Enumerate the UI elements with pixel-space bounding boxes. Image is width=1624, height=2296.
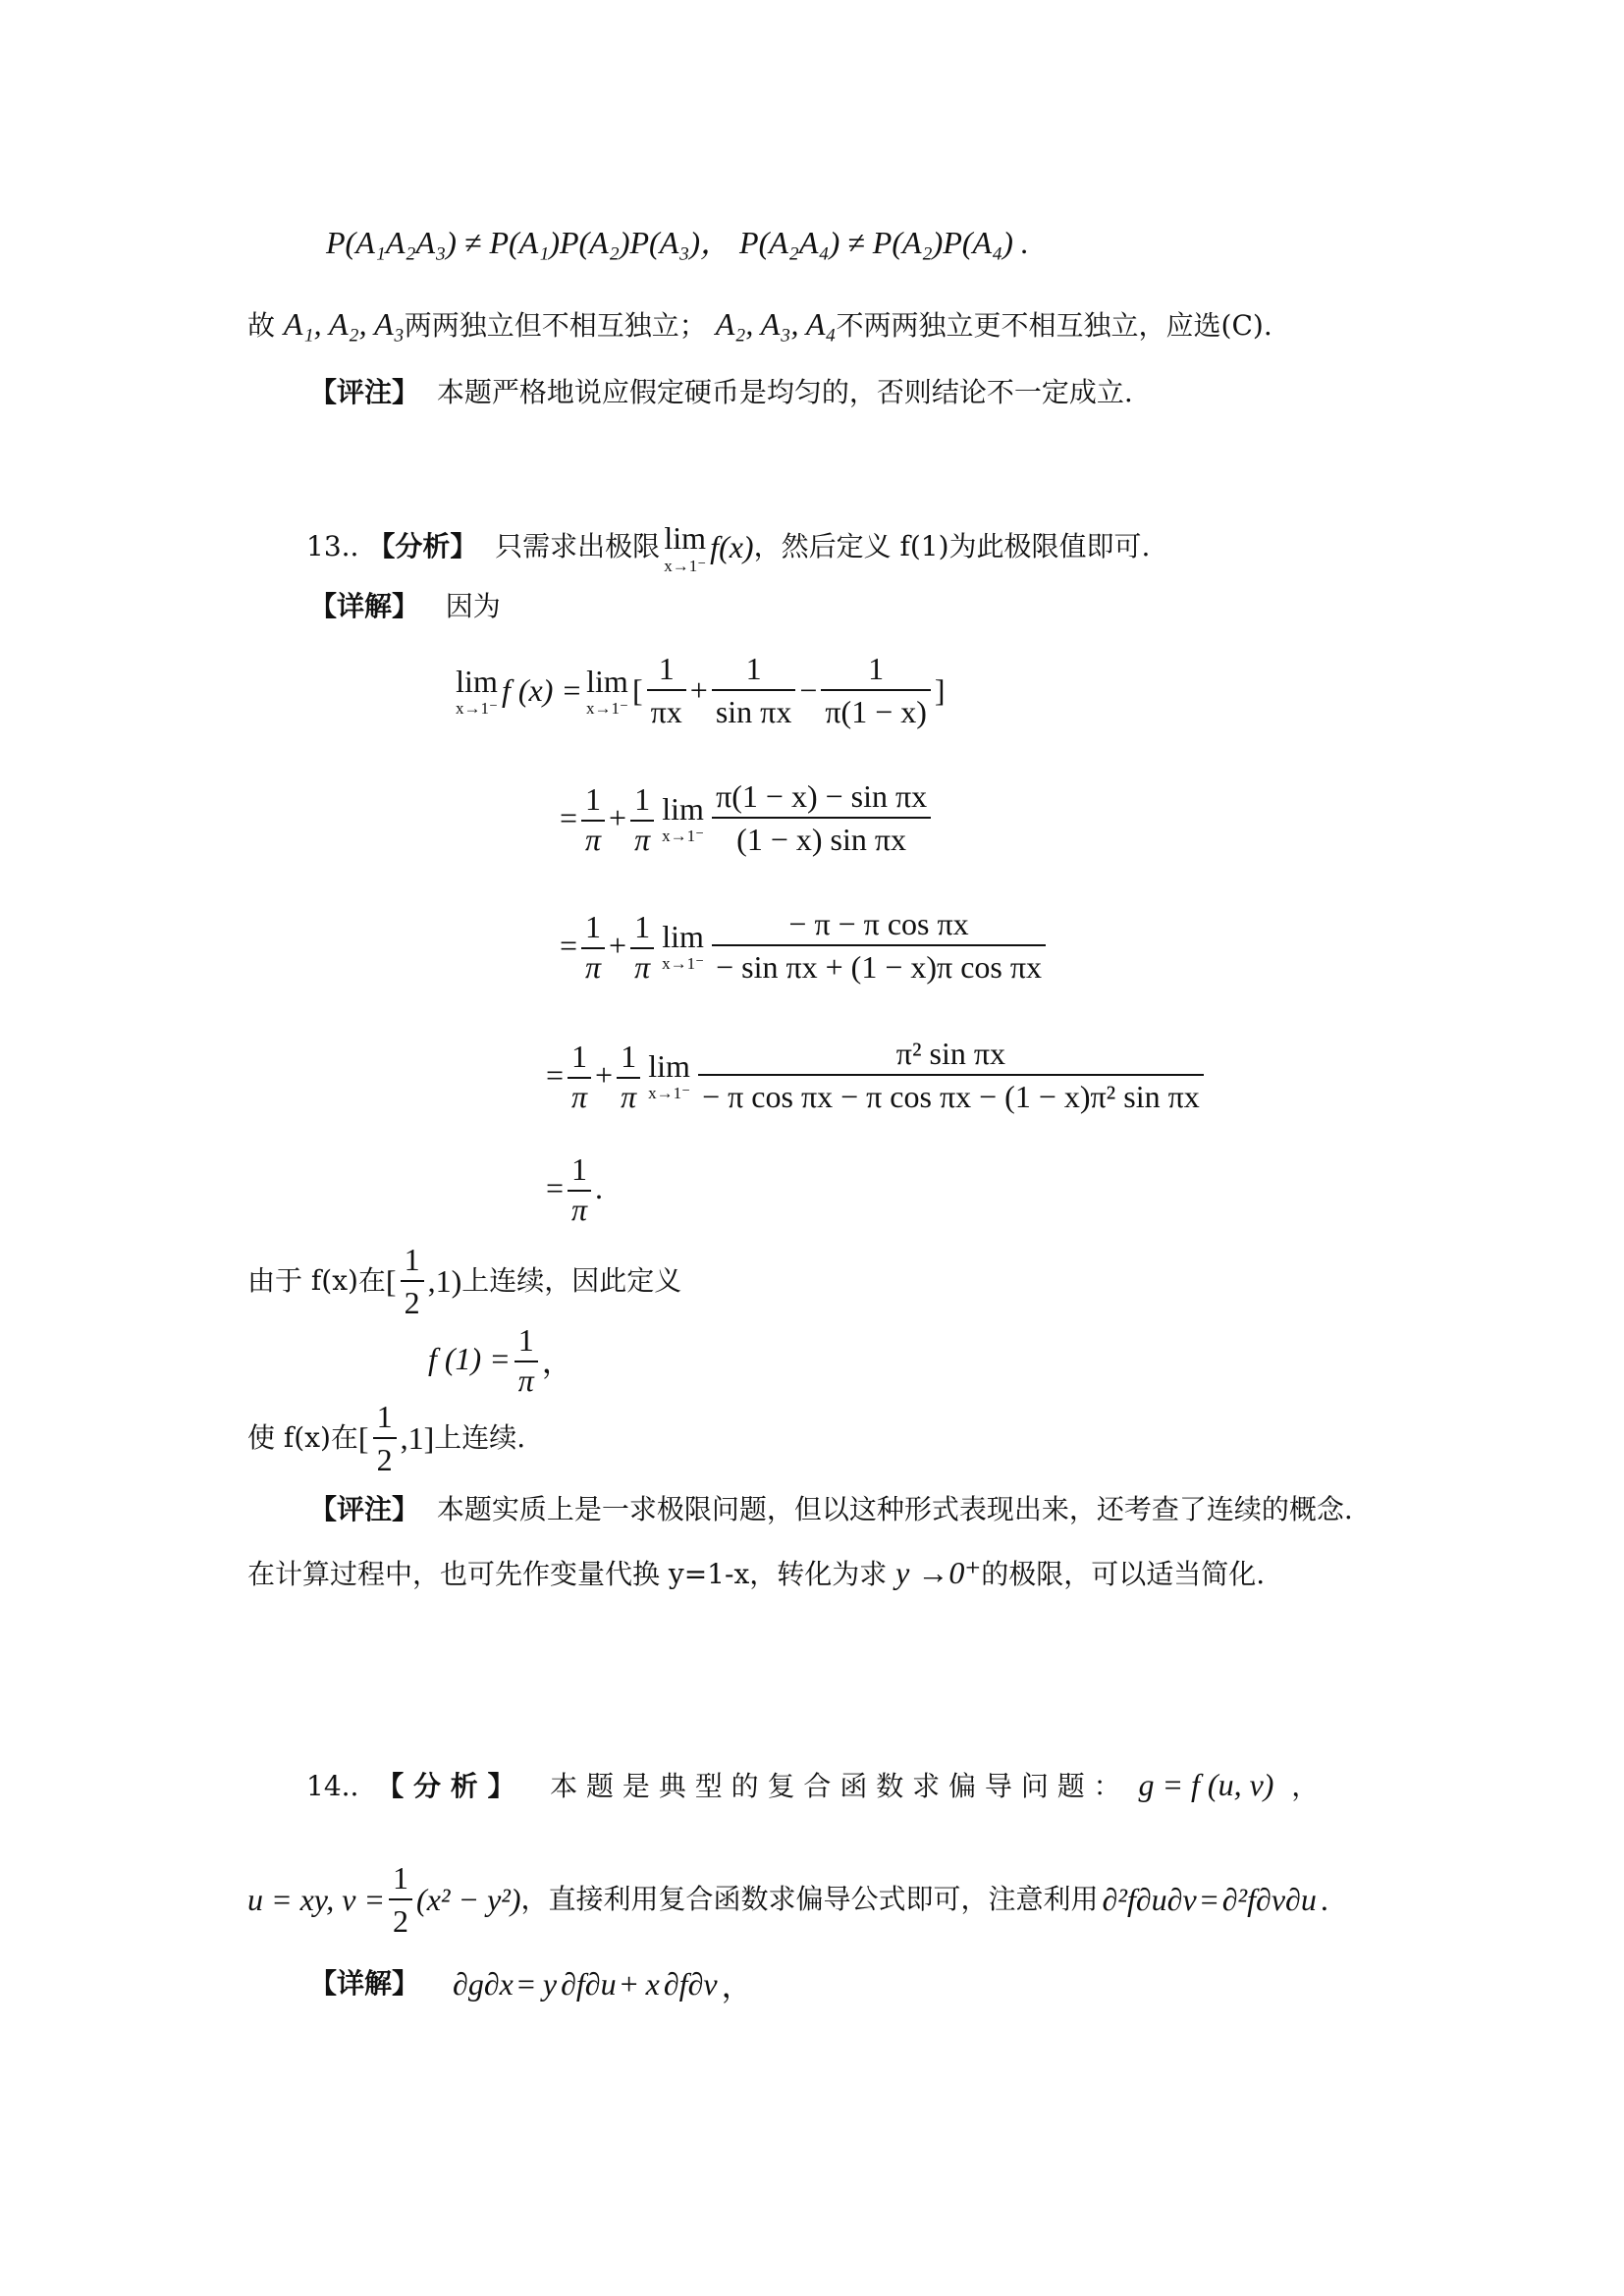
function-fx: f(x) [710, 529, 754, 564]
independence-formula [326, 218, 1029, 263]
denominator: (1 − x) sin πx [736, 822, 907, 857]
numerator: 1 [401, 1239, 424, 1282]
detail-label: 【详解】 [309, 1967, 420, 2000]
q13-detail-heading [309, 587, 501, 626]
remark-label: 【评注】 [309, 376, 420, 408]
event-set-1: A₁, A₂, A₃ [283, 306, 405, 342]
fraction [647, 648, 686, 732]
fraction [1103, 1882, 1197, 1918]
fraction [581, 778, 605, 858]
remark-line-1: 本题实质上是一求极限问题，但以这种形式表现出来，还考查了连续的概念. [436, 1493, 1353, 1525]
lim-word: lim [586, 663, 628, 699]
limit-symbol [662, 919, 704, 973]
remark-label: 【评注】 [309, 1493, 420, 1525]
denominator: ∂u [584, 1965, 617, 2002]
numerator: 1 [568, 1148, 591, 1192]
limit-symbol [648, 1048, 690, 1102]
remark-limit-expr: y →0⁺ [895, 1555, 982, 1590]
continuity-statement: 由于 f(x)在 [ $\frac{1}{2}$ ,1) 上连续，因此定义 [247, 1239, 681, 1323]
continuity-conclusion: 使 f(x)在 [ $\frac{1}{2}$ ,1] 上连续. [247, 1396, 525, 1480]
denominator: ∂u∂v [1135, 1881, 1197, 1917]
denominator: ∂v∂u [1256, 1881, 1317, 1917]
substitution-text: ，直接利用复合函数求偏导公式即可，注意利用 [520, 1883, 1099, 1915]
limit-symbol [456, 664, 498, 718]
fraction [389, 1857, 412, 1942]
denominator: π [585, 948, 602, 985]
numerator: 1 [581, 906, 605, 949]
fraction [630, 906, 654, 986]
conclusion-prefix: 故 [247, 309, 284, 342]
denominator: π [571, 1192, 588, 1227]
lim-subscript: x→1⁻ [662, 953, 705, 973]
denominator: sin πx [715, 694, 792, 729]
limit-equation-3: = $\frac{1}{\pi}$ + $\frac{1}{\pi}$ lim x→1⁻ $\frac{\text{− π − π cos πx}}{\text{− sin πx + (1 − x)π cos πx}}$ [560, 903, 1050, 988]
lim-subscript: x→1⁻ [585, 698, 628, 718]
fraction [581, 906, 605, 986]
numerator: π(1 − x) − sin πx [712, 775, 931, 819]
limit-symbol [586, 664, 628, 718]
lhs-fx: f (x) = [501, 671, 582, 708]
analysis-label: 【分析】 [367, 530, 478, 562]
conclusion-text-a: 使 f(x)在 [247, 1421, 358, 1454]
numerator: 1 [389, 1857, 412, 1900]
fraction [617, 1036, 640, 1115]
continuity-text-a: 由于 f(x)在 [247, 1264, 386, 1297]
numerator: 1 [373, 1396, 397, 1439]
fraction [568, 1036, 591, 1115]
definition-f1: f (1) = $\frac{1}{\pi}$ ， [428, 1319, 573, 1399]
q13-remark [309, 1490, 1353, 1529]
denominator: π [621, 1078, 637, 1114]
uv-definition: u = xy, v = [247, 1881, 386, 1917]
denominator: π [634, 821, 651, 857]
denominator: π [517, 1362, 534, 1398]
fraction [453, 1966, 514, 2002]
denominator: π [585, 821, 602, 857]
conclusion-end: 不两两独立更不相互独立，应选(C). [836, 309, 1272, 342]
limit-result: = $\frac{1}{\pi}$ . [546, 1148, 603, 1228]
q12-conclusion [247, 304, 1272, 346]
denominator: 2 [376, 1442, 393, 1477]
question-number: 13.. [306, 530, 359, 562]
numerator: π² sin πx [698, 1033, 1204, 1076]
limit-symbol [662, 791, 704, 845]
fraction [514, 1319, 538, 1399]
event-set-2: A₂, A₃, A₄ [715, 306, 837, 342]
uv-expression: (x² − y²) [416, 1881, 521, 1917]
fraction [664, 1966, 718, 2002]
fraction [712, 648, 796, 732]
lim-word: lim [662, 790, 704, 827]
numerator: 1 [821, 648, 931, 691]
q12-remark [309, 373, 1133, 412]
lim-word: lim [456, 663, 498, 699]
fraction [373, 1396, 397, 1480]
conclusion-middle: 两两独立但不相互独立； [404, 309, 707, 342]
lim-word: lim [662, 918, 704, 954]
analysis-label: 【 分 析 】 [376, 1770, 515, 1802]
lim-subscript: x→1⁻ [456, 698, 498, 718]
denominator: πx [650, 694, 682, 729]
limit-equation-4: = $\frac{1}{\pi}$ + $\frac{1}{\pi}$ lim x→1⁻ $\frac{\text{π² sin πx}}{\text{− π cos πx − π cos πx − (1 − x)π² sin πx}}$ [546, 1033, 1208, 1117]
remark-line-2b: 的极限，可以适当简化. [981, 1558, 1266, 1590]
lim-subscript: x→1⁻ [648, 1083, 691, 1102]
denominator: 2 [404, 1285, 420, 1320]
conclusion-text-b: 上连续. [434, 1421, 526, 1454]
numerator: ∂f [561, 1965, 585, 2002]
denominator: ∂v [687, 1965, 718, 2002]
denominator: − sin πx + (1 − x)π cos πx [716, 949, 1042, 985]
fraction [630, 778, 654, 858]
fraction [561, 1966, 617, 2002]
numerator: 1 [630, 778, 654, 822]
numerator: 1 [630, 906, 654, 949]
numerator: ∂g [453, 1965, 484, 2002]
fraction [401, 1239, 424, 1323]
numerator: ∂f [663, 1965, 688, 2002]
numerator: 1 [617, 1036, 640, 1079]
continuity-text-b: 上连续，因此定义 [461, 1264, 682, 1297]
q13-remark-continued [247, 1553, 1265, 1594]
analysis-text-b: ，然后定义 f(1)为此极限值即可. [753, 530, 1151, 562]
remark-text: 本题严格地说应假定硬币是均匀的，否则结论不一定成立. [436, 376, 1133, 408]
question-number: 14.. [306, 1770, 359, 1802]
lim-word: lim [648, 1047, 690, 1084]
partial-derivative-equation: ∂g∂x = y ∂f∂u + x ∂f∂v ， [453, 1965, 753, 2003]
detail-label: 【详解】 [309, 590, 420, 622]
fraction [712, 903, 1046, 988]
q14-detail [309, 1961, 753, 2006]
numerator: 1 [568, 1036, 591, 1079]
formula-text: P(A₁A₂A₃) ≠ P(A₁)P(A₂)P(A₃)， P(A₂A₄) ≠ P(A₂)P(A₄) . [326, 225, 1029, 260]
denominator: ∂x [483, 1965, 514, 2002]
denominator: π(1 − x) [825, 694, 927, 729]
lim-subscript: x→1⁻ [662, 826, 705, 845]
fraction [568, 1148, 591, 1228]
denominator: 2 [393, 1903, 409, 1939]
denominator: π [571, 1078, 588, 1114]
f1-lhs: f (1) = [428, 1341, 511, 1376]
numerator: 1 [712, 648, 796, 691]
analysis-text: 本 题 是 典 型 的 复 合 函 数 求 偏 导 问 题 ： [550, 1770, 1121, 1802]
numerator: 1 [581, 778, 605, 822]
denominator: π [634, 948, 651, 985]
numerator: ∂²f [1102, 1881, 1136, 1917]
substitution-line: u = xy, v = $\frac{1}{2}$ (x² − y²) ，直接利用复合函数求偏导公式即可，注意利用 ∂²f∂u∂v = ∂²f∂v∂u . [247, 1857, 1328, 1942]
numerator: 1 [647, 648, 686, 691]
fraction [698, 1033, 1204, 1117]
q14-analysis [306, 1765, 1319, 1806]
comma: ， [1291, 1770, 1320, 1802]
limit-equation-2: = $\frac{1}{\pi}$ + $\frac{1}{\pi}$ lim x→1⁻ $\frac{\text{π(1 − x) − sin πx}}{\text{(1 − x) sin πx}}$ [560, 775, 935, 860]
numerator: ∂²f [1221, 1881, 1257, 1917]
lim-word: lim [664, 520, 707, 556]
fraction [821, 648, 931, 732]
numerator: − π − π cos πx [712, 903, 1046, 946]
detail-text: 因为 [445, 590, 501, 622]
fraction [1222, 1882, 1317, 1918]
composite-function: g = f (u, v) [1138, 1767, 1274, 1802]
limit-equation-1: lim x→1⁻ f (x) = lim x→1⁻ [ $\frac{1}{\pi x}$ + $\frac{1}{\text{sin πx}}$ − $\frac{1}{\pi(1 - x)}$ ] [452, 648, 946, 732]
analysis-text-a: 只需求出极限 [495, 530, 661, 562]
fraction [712, 775, 931, 860]
remark-line-2a: 在计算过程中，也可先作变量代换 y=1-x，转化为求 [247, 1558, 888, 1590]
limit-symbol [664, 518, 706, 575]
denominator: − π cos πx − π cos πx − (1 − x)π² sin πx [702, 1079, 1200, 1114]
lim-subscript: x→1⁻ [664, 557, 707, 575]
q13-analysis [306, 518, 1150, 575]
numerator: 1 [514, 1319, 538, 1362]
